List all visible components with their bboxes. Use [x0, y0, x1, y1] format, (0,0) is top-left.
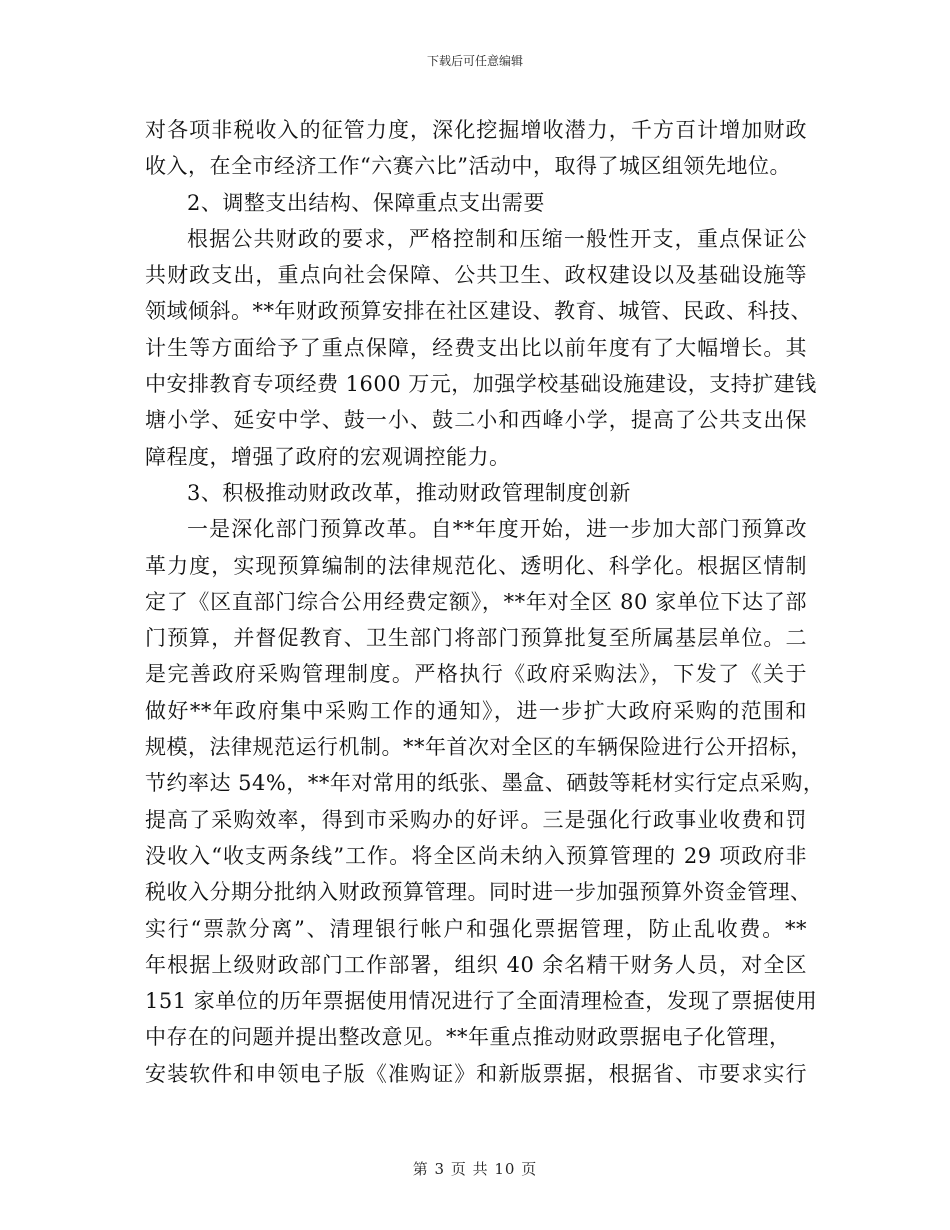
- text-line-1: 对各项非税收入的征管力度，深化挖掘增收潜力，千方百计增加财政: [145, 118, 807, 142]
- text-line-15: 门预算，并督促教育、卫生部门将部门预算批复至所属基层单位。二: [145, 626, 807, 651]
- text-line-19: 节约率达 54%，**年对常用的纸张、墨盒、硒鼓等耗材实行定点采购，: [145, 771, 825, 796]
- text-line-24: 年根据上级财政部门工作部署，组织 40 余名精干财务人员，对全区: [145, 952, 807, 977]
- text-line-8: 中安排教育专项经费 1600 万元，加强学校基础设施建设，支持扩建钱: [145, 372, 817, 397]
- text-line-13: 革力度，实现预算编制的法律规范化、透明化、科学化。根据区情制: [145, 553, 807, 578]
- text-line-6: 领域倾斜。**年财政预算安排在社区建设、教育、城管、民政、科技、: [145, 299, 812, 324]
- text-line-14: 定了《区直部门综合公用经费定额》，**年对全区 80 家单位下达了部: [145, 589, 807, 614]
- text-line-17: 做好**年政府集中采购工作的通知》，进一步扩大政府采购的范围和: [145, 698, 807, 723]
- text-line-25: 151 家单位的历年票据使用情况进行了全面清理检查，发现了票据使用: [145, 989, 818, 1014]
- text-line-4: 根据公共财政的要求，严格控制和压缩一般性开支，重点保证公: [187, 226, 807, 251]
- text-line-11: 3、积极推动财政改革，推动财政管理制度创新: [187, 480, 631, 505]
- text-line-18: 规模，法律规范运行机制。**年首次对全区的车辆保险进行公开招标，: [145, 735, 812, 760]
- text-line-23: 实行“票款分离”、清理银行帐户和强化票据管理，防止乱收费。**: [145, 916, 807, 941]
- text-line-10: 障程度，增强了政府的宏观调控能力。: [145, 444, 511, 469]
- text-line-22: 税收入分期分批纳入财政预算管理。同时进一步加强预算外资金管理、: [145, 880, 812, 905]
- text-line-2: 收入，在全市经济工作“六赛六比”活动中，取得了城区组领先地位。: [145, 154, 791, 179]
- text-line-26: 中存在的问题并提出整改意见。**年重点推动财政票据电子化管理，: [145, 1025, 791, 1050]
- text-line-9: 塘小学、延安中学、鼓一小、鼓二小和西峰小学，提高了公共支出保: [145, 408, 807, 433]
- text-line-27: 安装软件和申领电子版《准购证》和新版票据，根据省、市要求实行: [145, 1061, 807, 1086]
- text-line-12: 一是深化部门预算改革。自**年度开始，进一步加大部门预算改: [187, 517, 807, 542]
- document-body: [145, 112, 825, 1092]
- text-line-21: 没收入“收支两条线”工作。将全区尚未纳入预算管理的 29 项政府非: [145, 843, 807, 868]
- text-line-16: 是完善政府采购管理制度。严格执行《政府采购法》，下发了《关于: [145, 662, 807, 687]
- page-footer: 第 3 页 共 10 页: [412, 1160, 538, 1178]
- text-line-7: 计生等方面给予了重点保障，经费支出比以前年度有了大幅增长。其: [145, 335, 807, 360]
- page-header: 下载后可任意编辑: [426, 54, 523, 68]
- text-line-3: 2、调整支出结构、保障重点支出需要: [187, 190, 545, 215]
- text-line-20: 提高了采购效率，得到市采购办的好评。三是强化行政事业收费和罚: [145, 807, 807, 832]
- text-line-5: 共财政支出，重点向社会保障、公共卫生、政权建设以及基础设施等: [145, 263, 807, 288]
